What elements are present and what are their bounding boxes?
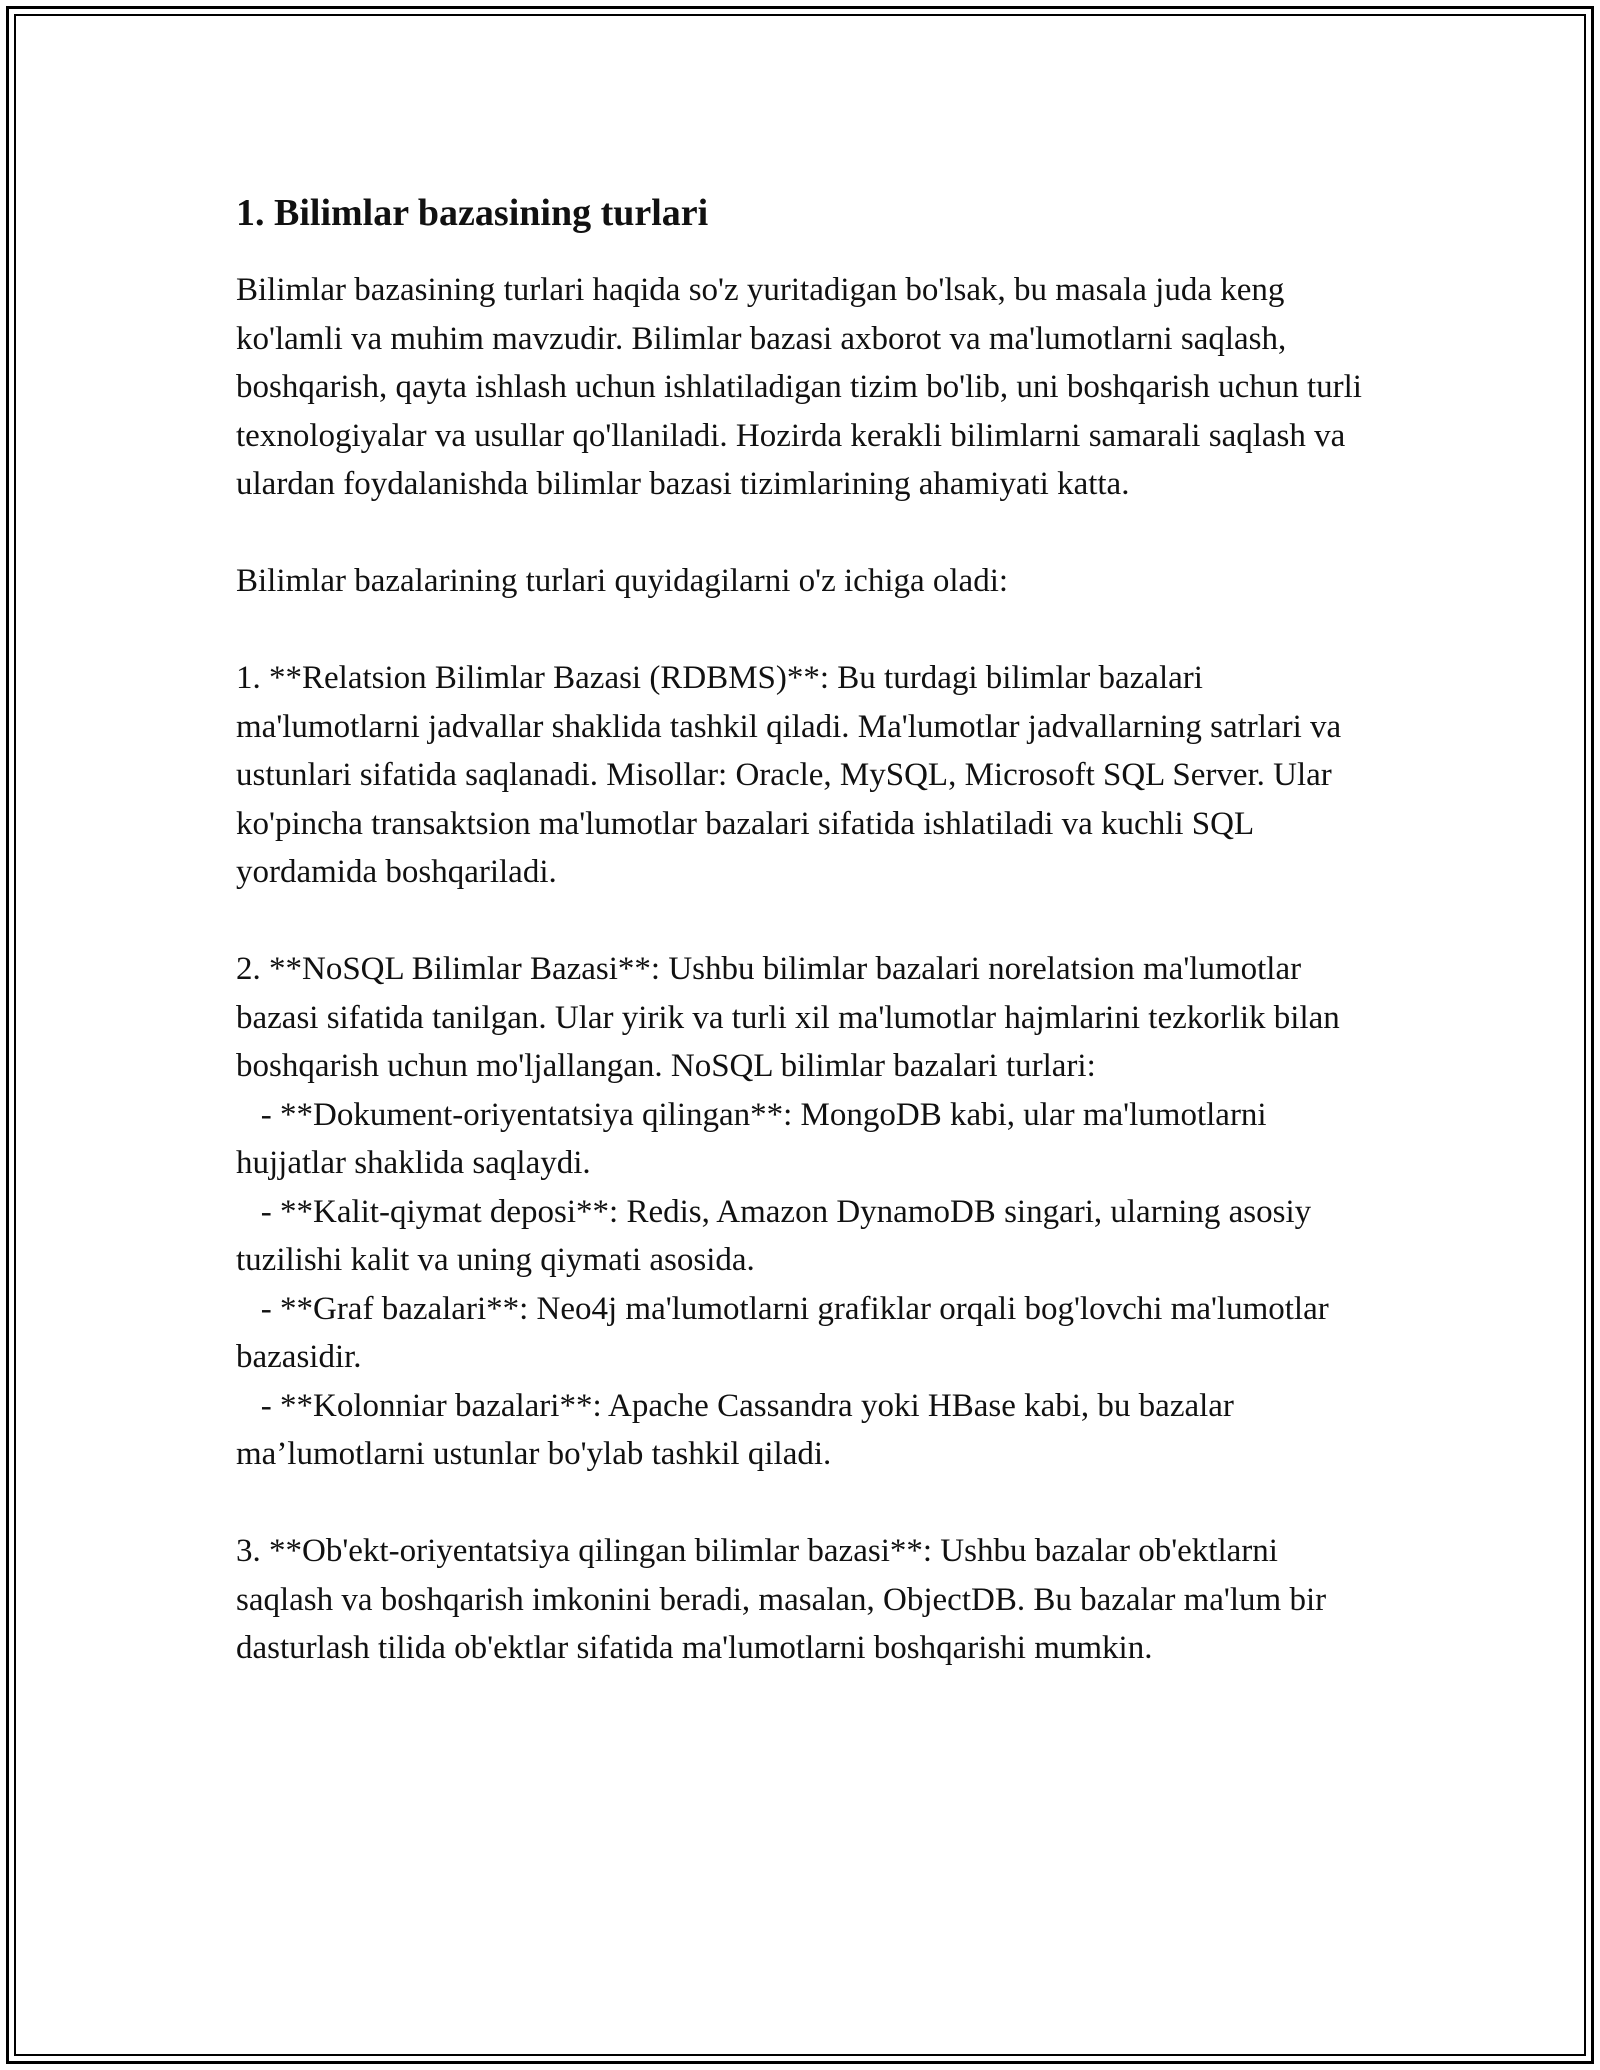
list-item-rdbms: 1. **Relatsion Bilimlar Bazasi (RDBMS)**: Bu turdagi bilimlar bazalari ma'lumotlarni jadvallar shaklida tashkil qiladi. Ma'lumotlar jadvallarning satrlari va ustunlari sifatida saqlanadi. Misollar: Oracle, MySQL, Microsoft SQL Server. Ular ko'pincha transaktsion ma'lumotlar bazalari sifatida ishlatiladi va kuchli SQL yordamida boshqariladi. — [236, 660, 1350, 890]
sub-item-document: - **Dokument-oriyentatsiya qilingan**: MongoDB kabi, ular ma'lumotlarni hujjatlar shaklida saqlaydi. — [236, 1096, 1275, 1181]
paragraph-spacer — [236, 606, 1376, 655]
list-item-nosql — [236, 945, 1376, 1479]
intro-paragraph: Bilimlar bazasining turlari haqida so'z yuritadigan bo'lsak, bu masala juda keng ko'lamli va muhim mavzudir. Bilimlar bazasi axborot va ma'lumotlarni saqlash, boshqarish, qayta ishlash uchun ishlatiladigan tizim bo'lib, uni boshqarish uchun turli texnologiyalar va usullar qo'llaniladi. Hozirda kerakli bilimlarni samarali saqlash va ulardan foydalanishda bilimlar bazasi tizimlarining ahamiyati katta. — [236, 272, 1371, 502]
sub-item-columnar: - **Kolonniar bazalari**: Apache Cassandra yoki HBase kabi, bu bazalar ma’lumotlarni ustunlar bo'ylab tashkil qiladi. — [236, 1387, 1243, 1472]
lead-paragraph: Bilimlar bazalarining turlari quyidagilarni o'z ichiga oladi: — [236, 563, 1009, 599]
section-title: 1. Bilimlar bazasining turlari — [236, 192, 709, 234]
paragraph-spacer — [236, 1479, 1376, 1528]
list-item-nosql-text: 2. **NoSQL Bilimlar Bazasi**: Ushbu bilimlar bazalari norelatsion ma'lumotlar bazasi sifatida tanilgan. Ular yirik va turli xil ma'lumotlar hajmlarini tezkorlik bilan boshqarish uchun mo'ljallangan. NoSQL bilimlar bazalari turlari: — [236, 951, 1349, 1084]
paragraph-spacer — [236, 509, 1376, 558]
document-body — [236, 184, 1376, 1673]
sub-item-graph: - **Graf bazalari**: Neo4j ma'lumotlarni grafiklar orqali bog'lovchi ma'lumotlar bazasidir. — [236, 1290, 1337, 1375]
paragraph-spacer — [236, 897, 1376, 946]
sub-item-key-value: - **Kalit-qiymat deposi**: Redis, Amazon DynamoDB singari, ularning asosiy tuzilishi kalit va uning qiymati asosida. — [236, 1193, 1320, 1278]
list-item-object-oriented: 3. **Ob'ekt-oriyentatsiya qilingan bilimlar bazasi**: Ushbu bazalar ob'ektlarni saqlash va boshqarish imkonini beradi, masalan, ObjectDB. Bu bazalar ma'lum bir dasturlash tilida ob'ektlar sifatida ma'lumotlarni boshqarishi mumkin. — [236, 1533, 1335, 1666]
